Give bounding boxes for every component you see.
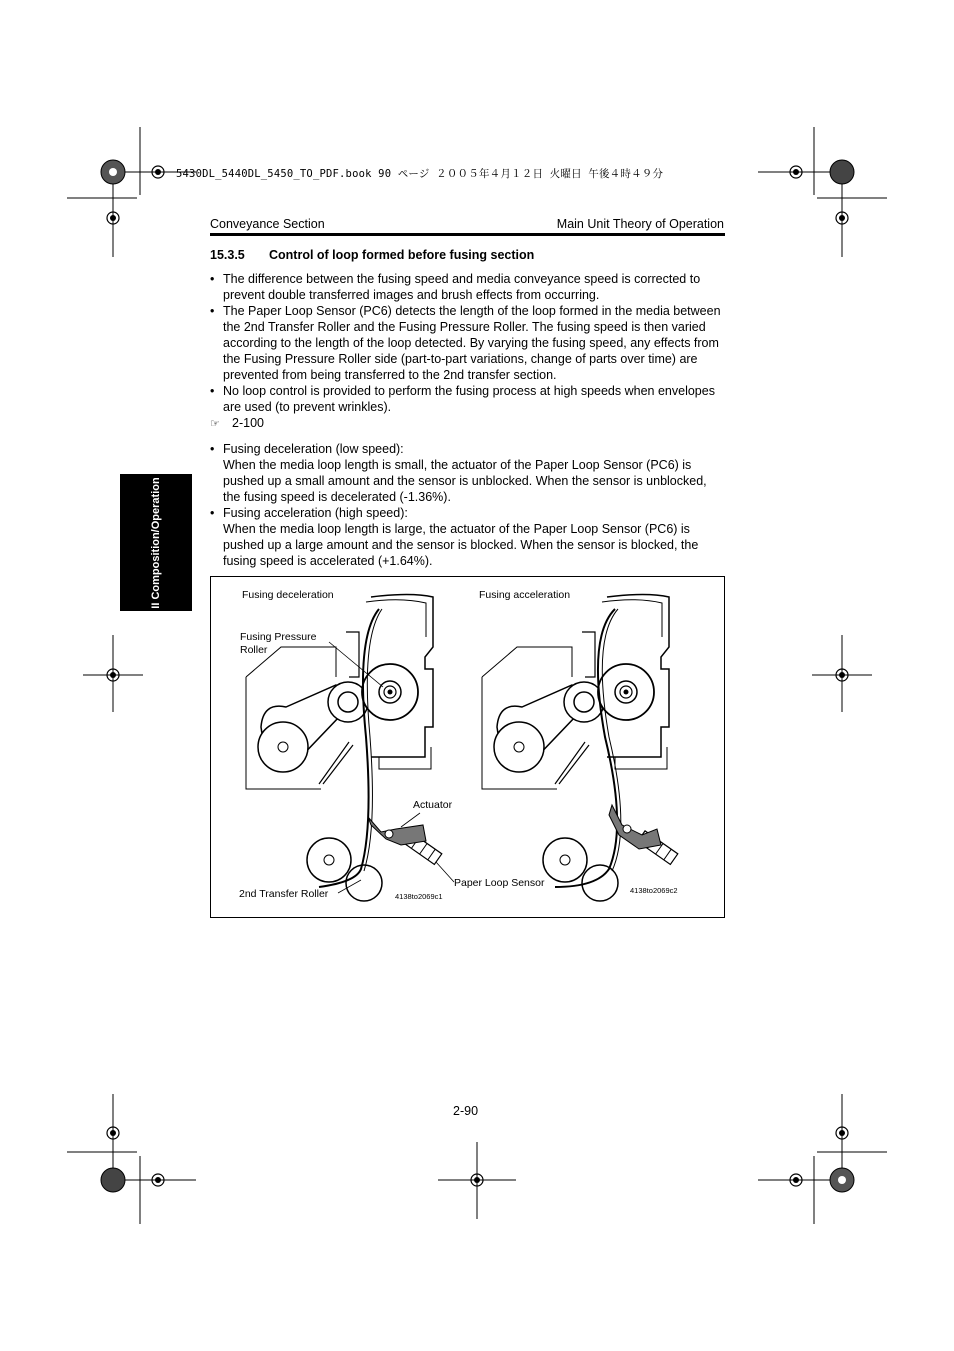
bullet-item: • The difference between the fusing speed and media conveyance speed is corrected to prevent double transferred images and brush effects from occurring. xyxy=(210,271,725,303)
pointing-hand-icon: ☞ xyxy=(210,418,220,430)
figure-code-left: 4138to2069c1 xyxy=(395,892,443,901)
bullet-item: • No loop control is provided to perform the fusing process at high speeds when envelopes are used (to prevent wrinkles). xyxy=(210,383,725,415)
mode-item xyxy=(210,505,725,569)
header-rule xyxy=(210,233,725,236)
mode-item xyxy=(210,441,725,505)
label-fusing-pressure-roller: Fusing Pressure Roller xyxy=(240,631,317,656)
figure-right-title: Fusing acceleration xyxy=(479,589,571,601)
book-info-line: 5430DL_5440DL_5450_TO_PDF.book 90 ページ ２００５年４月１２日 火曜日 午後４時４９分 xyxy=(176,168,664,180)
section-number: 15.3.5 xyxy=(210,248,245,262)
label-paper-loop-sensor: Paper Loop Sensor xyxy=(454,877,545,889)
header-right: Main Unit Theory of Operation xyxy=(556,217,724,231)
cross-reference xyxy=(210,415,725,432)
label-actuator: Actuator xyxy=(413,799,453,811)
label-2nd-transfer-roller: 2nd Transfer Roller xyxy=(239,888,329,900)
header-left: Conveyance Section xyxy=(210,217,325,231)
figure-left-title: Fusing deceleration xyxy=(242,589,334,601)
mode-text: When the media loop length is small, the actuator of the Paper Loop Sensor (PC6) is pushed up a small amount and the sensor is unblocked. When the sensor is unblocked, the fusing speed is decelerated (-1.36%). xyxy=(223,458,707,504)
section-heading: Control of loop formed before fusing section xyxy=(269,248,535,262)
mode-heading: • Fusing deceleration (low speed): xyxy=(223,442,404,456)
page-number: 2-90 xyxy=(453,1104,479,1118)
side-tab xyxy=(120,474,192,611)
mode-heading: • Fusing acceleration (high speed): xyxy=(223,506,408,520)
section-title xyxy=(210,248,534,262)
fuser-diagram xyxy=(211,577,724,917)
bullet-list xyxy=(210,271,725,432)
loop-control-figure xyxy=(210,576,725,918)
mode-list xyxy=(210,441,725,569)
mode-text: When the media loop length is large, the actuator of the Paper Loop Sensor (PC6) is pushed up a large amount and the sensor is blocked. When the sensor is blocked, the fusing speed is accelerated (+1.64%). xyxy=(223,522,699,568)
bullet-item: • The Paper Loop Sensor (PC6) detects the length of the loop formed in the media between the 2nd Transfer Roller and the Fusing Pressure Roller. The fusing speed is then varied according to the length of the loop detected. By varying the fusing speed, any effects from the Fusing Pressure Roller side (part-to-part variations, change of parts over time) are prevented from being transferred to the 2nd transfer section. xyxy=(210,303,725,383)
side-tab-label: II Composition/Operation xyxy=(150,476,162,609)
figure-code-right: 4138to2069c2 xyxy=(630,886,678,895)
reference-link[interactable]: 2-100 xyxy=(232,416,264,430)
